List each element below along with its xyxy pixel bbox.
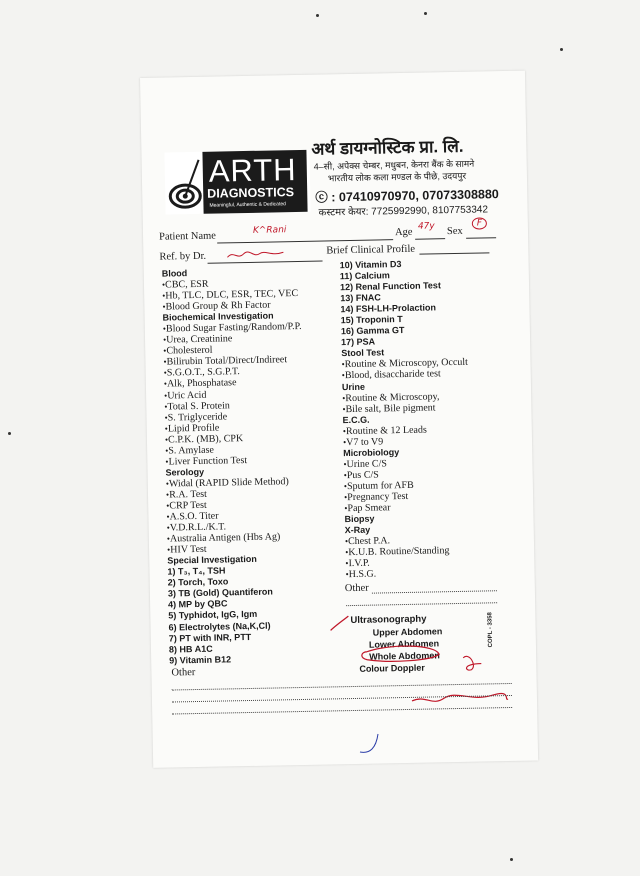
clinical-profile-line bbox=[419, 252, 489, 254]
left-test-item: • Urea, Creatinine bbox=[163, 332, 302, 346]
left-section-heading: Biochemical Investigation bbox=[162, 310, 274, 323]
left-test-item: • Cholesterol bbox=[163, 343, 302, 357]
right-section-heading: X-Ray bbox=[344, 524, 371, 536]
clinical-profile-label: Brief Clinical Profile bbox=[326, 243, 416, 257]
right-test-item: • V7 to V9 bbox=[343, 434, 470, 447]
right-test-item: 11) Calcium bbox=[339, 270, 390, 282]
left-test-item: • Australia Antigen (Hbs Ag) bbox=[167, 531, 306, 545]
age-line bbox=[415, 238, 445, 240]
age-label: Age bbox=[394, 226, 413, 239]
sex-handwriting: F bbox=[472, 217, 487, 229]
right-test-item: • I.V.P. bbox=[345, 556, 472, 569]
left-test-item: 9) Vitamin B12 bbox=[169, 654, 232, 666]
ref-doctor-handwriting-icon bbox=[225, 247, 285, 262]
right-section-heading: Urine bbox=[341, 381, 366, 392]
left-test-item: • Uric Acid bbox=[164, 387, 303, 401]
us-item-lower-abdomen: Lower Abdomen bbox=[368, 638, 440, 650]
right-test-item: • Chest P.A. bbox=[345, 534, 472, 547]
age-handwriting: 47y bbox=[417, 221, 435, 232]
ultrasonography-title: Ultrasonography bbox=[350, 613, 427, 627]
sex-line bbox=[466, 237, 496, 239]
left-test-item: 8) HB A1C bbox=[168, 643, 213, 655]
left-test-item: 7) PT with INR, PTT bbox=[168, 631, 252, 644]
left-section-heading: Special Investigation bbox=[167, 554, 257, 566]
logo-subtitle: DIAGNOSTICS bbox=[207, 185, 295, 201]
left-test-item: 1) T₃, T₄, TSH bbox=[167, 565, 226, 577]
left-test-item: • S.G.O.T., S.G.P.T. bbox=[164, 365, 303, 379]
right-test-item: • Blood, disaccharide test bbox=[342, 368, 469, 381]
customer-care: कस्टमर केयर: 7725992990, 8107753342 bbox=[318, 204, 489, 219]
left-test-item: 3) TB (Gold) Quantiferon bbox=[167, 586, 273, 599]
left-test-item: • Widal (RAPID Slide Method) bbox=[166, 476, 305, 490]
right-test-item: • Sputum for AFB bbox=[344, 479, 471, 492]
left-test-item: • Bilirubin Total/Direct/Indireet bbox=[163, 354, 302, 368]
right-test-item: • Bile salt, Bile pigment bbox=[342, 401, 469, 414]
right-other-label: Other bbox=[344, 582, 369, 595]
left-test-item: • Lipid Profile bbox=[165, 421, 304, 435]
left-test-item: • Alk, Phosphatase bbox=[164, 376, 303, 390]
right-test-item: • Routine & 12 Leads bbox=[343, 423, 470, 436]
left-test-item: • Total S. Protein bbox=[164, 398, 303, 412]
ref-by-dr-label: Ref. by Dr. bbox=[159, 250, 207, 263]
right-test-item: • Pus C/S bbox=[344, 468, 471, 481]
speck bbox=[560, 48, 563, 51]
right-section-heading: Microbiology bbox=[343, 446, 400, 458]
right-test-item: 10) Vitamin D3 bbox=[339, 259, 402, 271]
left-test-item: 6) Electrolytes (Na,K,Cl) bbox=[168, 620, 271, 633]
right-test-item: 13) FNAC bbox=[340, 292, 381, 304]
left-test-item: • CRP Test bbox=[166, 498, 305, 512]
left-test-item: • S. Amylase bbox=[165, 443, 304, 457]
right-test-item: 14) FSH-LH-Prolaction bbox=[340, 302, 437, 315]
right-test-item: 17) PSA bbox=[341, 336, 376, 348]
company-phone: ⓒ : 07410970970, 07073308880 bbox=[315, 187, 499, 205]
logo-text: ARTH bbox=[208, 152, 297, 189]
company-address-2: भारतीय लोक कला मण्डल के पीछे, उदयपुर bbox=[327, 170, 467, 184]
us-item-upper-abdomen: Upper Abdomen bbox=[372, 626, 443, 638]
right-test-item: • Routine & Microscopy, bbox=[342, 390, 469, 403]
right-section-heading: Biopsy bbox=[344, 513, 375, 525]
speck bbox=[316, 14, 319, 17]
lab-request-form bbox=[140, 71, 538, 768]
speck bbox=[424, 12, 427, 15]
left-test-item: 2) Torch, Toxo bbox=[167, 576, 229, 588]
speck bbox=[8, 432, 11, 435]
right-section-heading: Stool Test bbox=[341, 347, 385, 359]
left-test-item: • HIV Test bbox=[167, 542, 306, 556]
right-test-item: • Routine & Microscopy, Occult bbox=[341, 357, 468, 370]
pen-stroke-icon bbox=[356, 730, 396, 760]
left-test-item: 5) Typhidot, IgG, Igm bbox=[168, 609, 258, 622]
right-test-item: 16) Gamma GT bbox=[340, 325, 405, 337]
left-section-heading: Serology bbox=[165, 466, 205, 478]
copy-mark: COPL - 3358 bbox=[487, 612, 494, 648]
left-test-item: • Blood Sugar Fasting/Random/P.P. bbox=[163, 321, 302, 335]
us-item-whole-abdomen: Whole Abdomen bbox=[369, 650, 440, 662]
right-test-column bbox=[340, 258, 473, 581]
company-title: अर्थ डायग्नोस्टिक प्रा. लि. bbox=[311, 136, 464, 159]
logo-tagline: Meaningful, Authentic & Dedicated bbox=[209, 201, 286, 209]
bottom-other-label: Other bbox=[171, 667, 196, 679]
right-other-line bbox=[372, 590, 497, 593]
logo-swirl-icon bbox=[164, 152, 205, 215]
us-item-colour-doppler: Colour Doppler bbox=[359, 662, 425, 674]
left-section-heading: Blood bbox=[161, 268, 188, 279]
patient-name-line bbox=[217, 239, 393, 243]
right-test-item: • H.S.G. bbox=[345, 567, 472, 580]
patient-name-handwriting: K^Rani bbox=[252, 225, 287, 236]
left-test-item: • Hb, TLC, DLC, ESR, TEC, VEC bbox=[162, 288, 301, 302]
sex-label: Sex bbox=[446, 225, 463, 238]
right-test-item: • Pregnancy Test bbox=[344, 490, 471, 503]
speck bbox=[510, 858, 513, 861]
left-test-item: • A.S.O. Titer bbox=[166, 509, 305, 523]
right-test-item: 15) Troponin T bbox=[340, 314, 403, 326]
left-test-item: • V.D.R.L./K.T. bbox=[167, 520, 306, 534]
right-test-item: • K.U.B. Routine/Standing bbox=[345, 545, 472, 558]
right-test-item: • Pap Smear bbox=[344, 501, 471, 514]
company-address: 4–सी, अपेक्स चेम्बर, मधुबन, केनरा बैंक के सामने bbox=[313, 158, 475, 172]
right-test-item: 12) Renal Function Test bbox=[339, 280, 441, 293]
left-test-column bbox=[162, 266, 308, 666]
patient-name-label: Patient Name bbox=[158, 230, 217, 243]
left-test-item: • R.A. Test bbox=[166, 487, 305, 501]
right-test-item: • Urine C/S bbox=[343, 457, 470, 470]
arth-logo bbox=[164, 150, 310, 215]
left-test-item: 4) MP by QBC bbox=[168, 598, 228, 610]
left-test-item: • Liver Function Test bbox=[165, 454, 304, 468]
left-test-item: • Blood Group & Rh Factor bbox=[162, 299, 301, 313]
left-test-item: • CBC, ESR bbox=[162, 277, 301, 291]
right-section-heading: E.C.G. bbox=[342, 414, 370, 425]
left-test-item: • C.P.K. (MB), CPK bbox=[165, 432, 304, 446]
left-test-item: • S. Triglyceride bbox=[164, 410, 303, 424]
